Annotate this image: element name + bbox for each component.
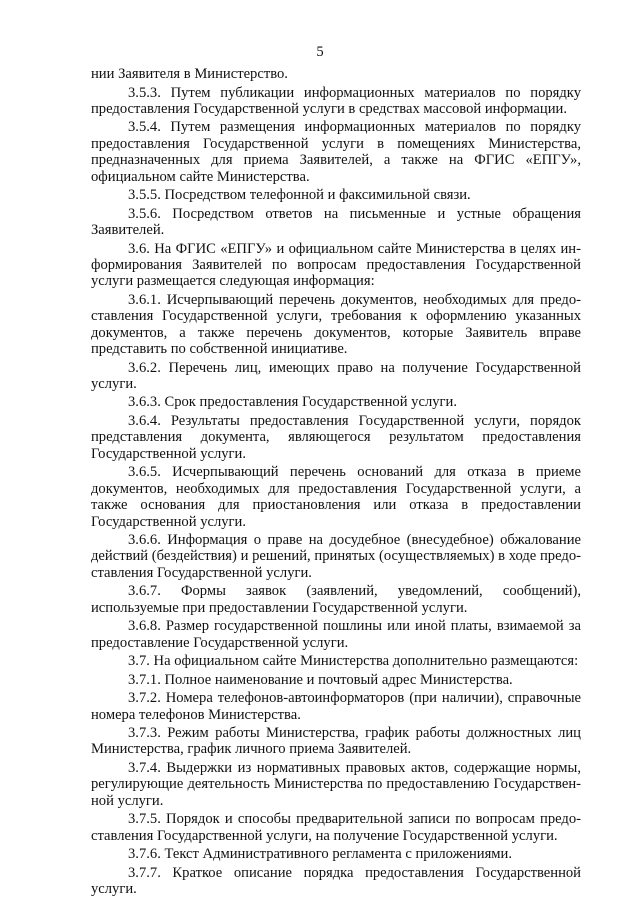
- paragraph-p377: 3.7.7. Краткое описание порядка предоставления Государственной услуги.: [91, 864, 581, 898]
- paragraph-p374: 3.7.4. Выдержки из нормативных правовых актов, содержащие нормы, регулирующие деятельность Министерства по предоставлению Государственной услуги.: [91, 759, 581, 809]
- paragraph-p368: 3.6.8. Размер государственной пошлины или иной платы, взимаемой за предоставление Государственной услуги.: [91, 618, 581, 651]
- paragraph-p365: 3.6.5. Исчерпывающий перечень оснований для отказа в приеме документов, необходимых для предоставления Государственной услуги, а также основания для приостановления или отказа в предоставлении Государственной услуги.: [91, 464, 581, 530]
- paragraph-p371: 3.7.1. Полное наименование и почтовый адрес Министерства.: [128, 671, 513, 688]
- document-body: [91, 66, 581, 900]
- paragraph-p372: 3.7.2. Номера телефонов-автоинформаторов (при наличии), справочные номера телефонов Министерства.: [91, 690, 581, 723]
- paragraph-p364: 3.6.4. Результаты предоставления Государственной услуги, порядок представления документа, являющегося результатом предоставления Государственной услуги.: [91, 412, 581, 462]
- paragraph-p373: 3.7.3. Режим работы Министерства, график работы должностных лиц Министерства, график личного приема Заявителей.: [91, 725, 581, 758]
- paragraph-p37: 3.7. На официальном сайте Министерства дополнительно размещаются:: [128, 653, 579, 670]
- paragraph-p361: 3.6.1. Исчерпывающий перечень документов, необходимых для предоставления Государственной услуги, требования к оформлению указанных документов, а также перечень документов, которые Заявитель вправе представить по собственной инициативе.: [91, 291, 581, 358]
- paragraph-p367: 3.6.7. Формы заявок (заявлений, уведомлений, сообщений), используемые при предоставлении Государственной услуги.: [91, 583, 581, 616]
- paragraph-p355: 3.5.5. Посредством телефонной и факсимильной связи.: [128, 187, 471, 204]
- paragraph-p354: 3.5.4. Путем размещения информационных материалов по порядку предоставления Государственной услуги в помещениях Министерства, предназначенных для приема Заявителей, а также на ФГИС «ЕПГУ», официальном сайте Министерства.: [91, 119, 581, 185]
- paragraph-p375: 3.7.5. Порядок и способы предварительной записи по вопросам предоставления Государственной услуги, на получение Государственной услуги.: [91, 811, 581, 844]
- paragraph-p0: нии Заявителя в Министерство.: [91, 66, 288, 82]
- paragraph-p353: 3.5.3. Путем публикации информационных материалов по порядку предоставления Государственной услуги в средствах массовой информации.: [91, 84, 581, 117]
- paragraph-p363: 3.6.3. Срок предоставления Государственной услуги.: [128, 394, 457, 411]
- paragraph-p356: 3.5.6. Посредством ответов на письменные и устные обращения Заявителей.: [91, 205, 581, 239]
- paragraph-p366: 3.6.6. Информация о праве на досудебное (внесудебное) обжалование действий (бездействия) и решений, принятых (осуществляемых) в ходе предоставления Государственной услуги.: [91, 532, 581, 581]
- paragraph-p36: 3.6. На ФГИС «ЕПГУ» и официальном сайте Министерства в целях информирования Заявителей по вопросам предоставления Государственной услуги размещается следующая информация:: [91, 240, 581, 290]
- paragraph-p362: 3.6.2. Перечень лиц, имеющих право на получение Государственной услуги.: [91, 359, 581, 392]
- page-number: 5: [316, 44, 324, 60]
- paragraph-p376: 3.7.6. Текст Административного регламента с приложениями.: [128, 846, 512, 863]
